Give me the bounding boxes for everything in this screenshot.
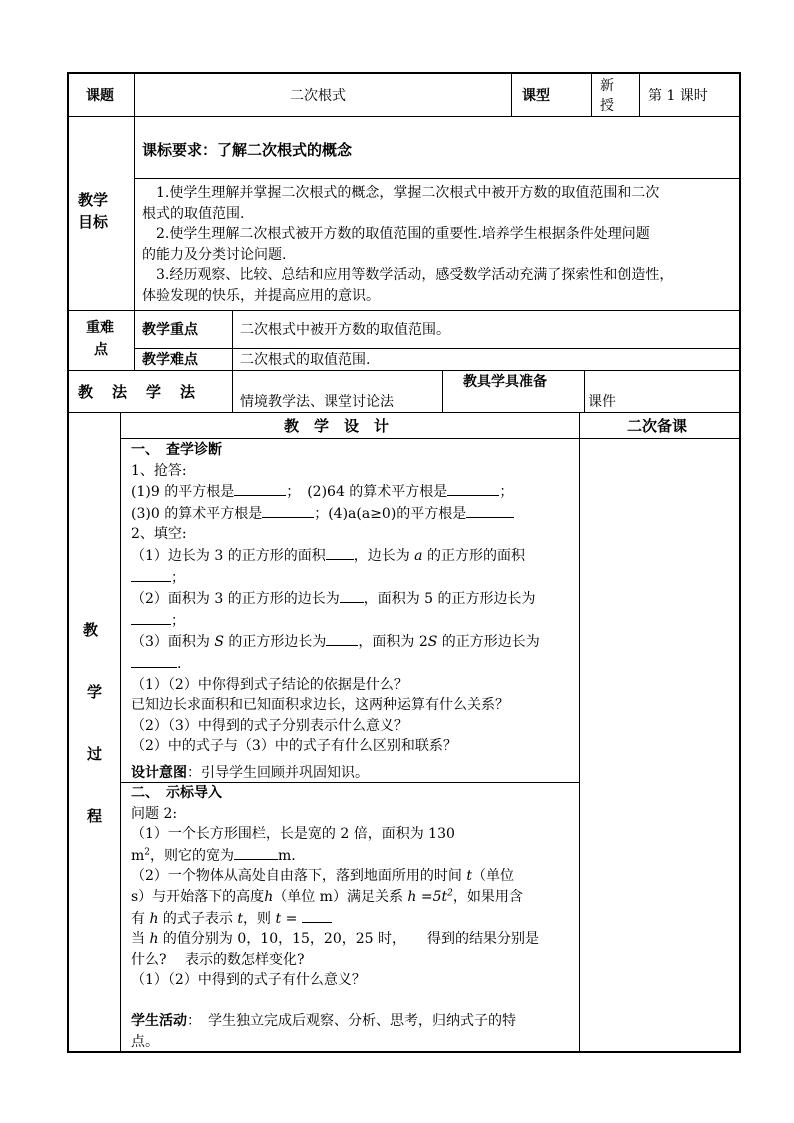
- process-side-char: 程: [87, 807, 103, 825]
- question-line: （1）（2）中得到的式子有什么意义？: [131, 972, 366, 989]
- topic-value: 二次根式: [290, 88, 346, 104]
- curriculum-standard: 课标要求：了解二次根式的概念: [142, 141, 353, 159]
- question-line: （3）面积为 S 的正方形边长为 ，面积为 2S 的正方形边长为: [131, 631, 540, 653]
- process-side-char: 学: [87, 683, 103, 701]
- objective-line: 3.经历观察、比较、总结和应用等数学活动，感受数学活动充满了探索性和创造性，: [142, 267, 674, 284]
- objective-line: 的能力及分类讨论问题.: [142, 246, 287, 263]
- question-line: （1）边长为 3 的正方形的面积 ，边长为 a 的正方形的面积: [131, 545, 540, 567]
- design-header: 教 学 设 计: [284, 417, 390, 435]
- question-line: （2）中的式子与（3）中的式子有什么区别和联系？: [131, 738, 457, 755]
- question-line: （2）一个物体从高处自由落下，落到地面所用的时间 t（单位: [131, 868, 514, 885]
- question-line: ；: [131, 610, 540, 632]
- question-line: 什么? 表示的数怎样变化?: [131, 951, 305, 968]
- tools-label: 教具学具准备: [463, 374, 547, 390]
- question-line: (3)0 的算术平方根是 ；(4)a(a≥0)的平方根是: [131, 503, 540, 525]
- type-value-line1: 新: [600, 78, 614, 94]
- section-diagnosis: [131, 440, 540, 784]
- question-line: 有 h 的式子表示 t，则 t =: [131, 908, 539, 930]
- section-title: 一、 查学诊断: [131, 442, 222, 458]
- difficulty-label: 教学难点: [142, 352, 198, 368]
- objectives-label-line2: 目标: [78, 213, 109, 231]
- focus-label: 教学重点: [142, 322, 198, 338]
- key-points-label-line2: 点: [94, 342, 108, 358]
- design-intent: 设计意图：引导学生回顾并巩固知识。: [131, 764, 369, 781]
- student-activity-cont: 点。: [131, 1033, 159, 1050]
- question-line: 已知边长求面积和已知面积求边长，这两种运算有什么关系？: [131, 697, 509, 714]
- objective-line: 1.使学生理解并掌握二次根式的概念，掌握二次根式中被开方数的取值范围和二次: [142, 185, 660, 201]
- section-title: 二、 示标导入: [131, 785, 222, 801]
- backup-header: 二次备课: [627, 417, 688, 435]
- objective-line: 2.使学生理解二次根式被开方数的取值范围的重要性.培养学生根据条件处理问题: [142, 226, 650, 243]
- student-activity: 学生活动： 学生独立完成后观察、分析、思考，归纳式子的特: [131, 1012, 516, 1029]
- focus-value: 二次根式中被开方数的取值范围。: [240, 322, 450, 338]
- question-line: ；: [131, 567, 540, 589]
- process-side-char: 教: [83, 621, 99, 639]
- objectives-label-line1: 教学: [78, 191, 109, 209]
- question-line: 2、填空:: [131, 526, 187, 543]
- question-line: $m^2$，则它的宽为 m.: [131, 845, 539, 867]
- objective-line: 体验发现的快乐，并提高应用的意识。: [142, 287, 380, 304]
- question-line: 当 h 的值分别为 0，10，15，20，25 时， 得到的结果分别是: [131, 931, 539, 948]
- topic-label: 课题: [86, 88, 114, 104]
- difficulty-value: 二次根式的取值范围.: [240, 352, 371, 368]
- key-points-label-line1: 重难: [86, 320, 114, 336]
- question-line: （1）一个长方形围栏，长是宽的 2 倍，面积为 130: [131, 826, 455, 843]
- question-line: （1）（2）中你得到式子结论的依据是什么？: [131, 676, 408, 693]
- question-line: (1)9 的平方根是 ； (2)64 的算术平方根是 ；: [131, 481, 540, 503]
- question-line: 1、抢答:: [131, 462, 187, 479]
- type-value-line2: 授: [600, 98, 614, 114]
- question-line: （2）面积为 3 的正方形的边长为 ，面积为 5 的正方形边长为: [131, 588, 540, 610]
- objective-line: 根式的取值范围.: [142, 205, 245, 222]
- tools-value: 课件: [588, 394, 616, 410]
- methods-label: 教 法 学 法: [78, 383, 198, 401]
- objectives-text: [142, 183, 673, 307]
- section-introduction: [131, 783, 539, 1052]
- question-line: 问题 2:: [131, 805, 178, 822]
- methods-value: 情境教学法、课堂讨论法: [240, 394, 394, 410]
- question-line: （2）（3）中得到的式子分别表示什么意义？: [131, 717, 408, 734]
- period-label: 第 1 课时: [648, 88, 708, 104]
- question-line: .: [131, 653, 540, 675]
- type-label: 课型: [522, 88, 550, 104]
- question-line: s）与开始落下的高度h（单位 m）满足关系 $h =5t^2$，如果用含: [131, 888, 523, 905]
- process-side-char: 过: [87, 745, 103, 763]
